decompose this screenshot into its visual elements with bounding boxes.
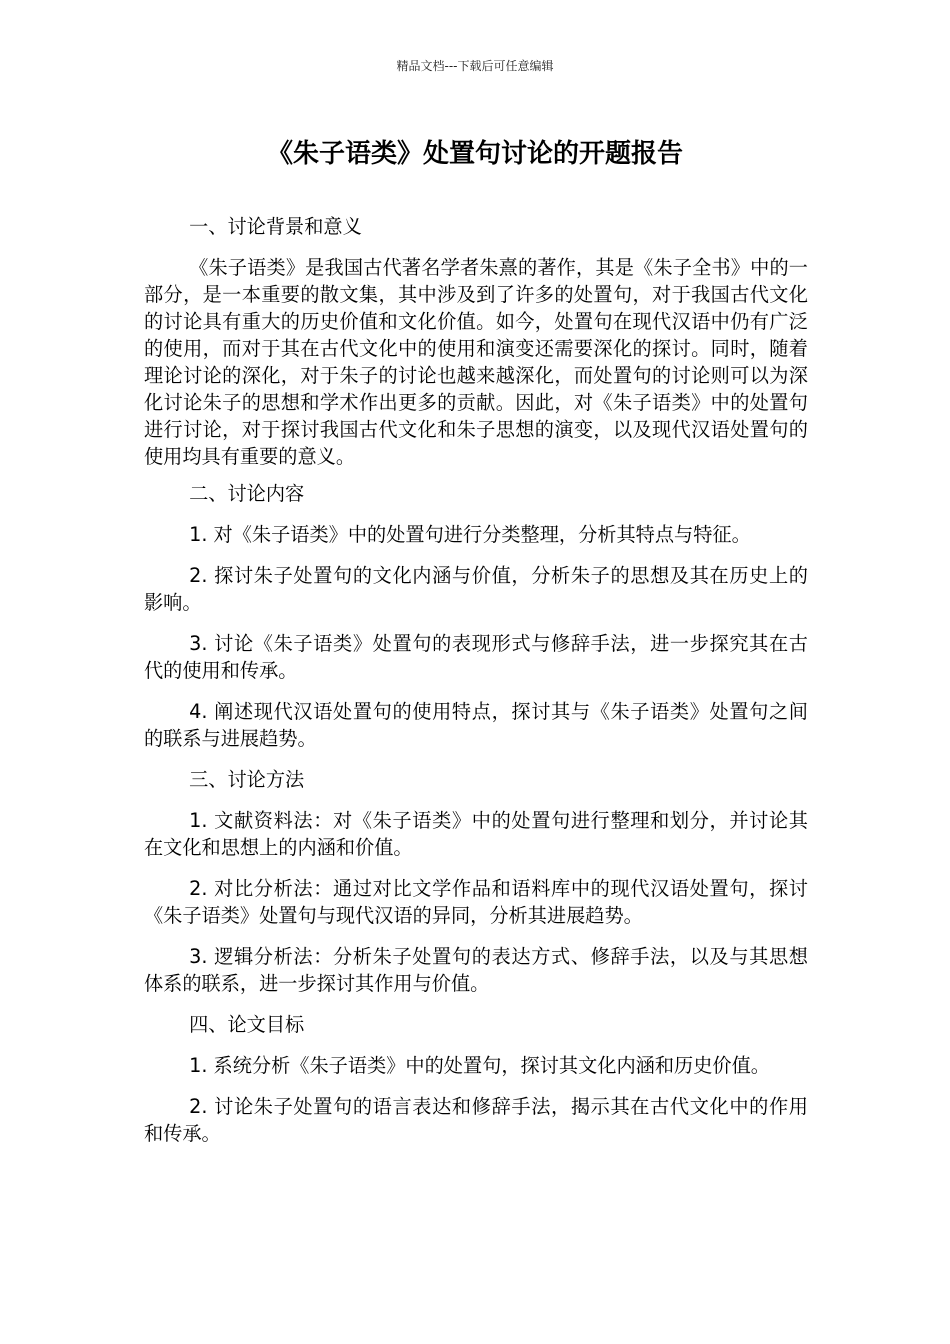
- content-item-3: 3. 讨论《朱子语类》处置句的表现形式与修辞手法，进一步探究其在古代的使用和传承。: [144, 632, 808, 682]
- goal-item-1: 1. 系统分析《朱子语类》中的处置句，探讨其文化内涵和历史价值。: [189, 1054, 770, 1077]
- section-heading-goals: 四、论文目标: [189, 1013, 305, 1036]
- section-heading-background: 一、讨论背景和意义: [189, 215, 362, 238]
- method-item-2: 2. 对比分析法：通过对比文学作品和语料库中的现代汉语处置句，探讨《朱子语类》处置句与现代汉语的异同，分析其进展趋势。: [144, 877, 808, 927]
- content-item-4: 4. 阐述现代汉语处置句的使用特点，探讨其与《朱子语类》处置句之间的联系与进展趋势。: [144, 700, 808, 750]
- page-header: 精品文档---下载后可任意编辑: [396, 59, 554, 73]
- document-title: 《朱子语类》处置句讨论的开题报告: [266, 139, 683, 169]
- section-heading-methods: 三、讨论方法: [189, 768, 305, 791]
- document-body: [144, 213, 808, 1161]
- content-item-1: 1. 对《朱子语类》中的处置句进行分类整理，分析其特点与特征。: [189, 523, 751, 546]
- method-item-3: 3. 逻辑分析法：分析朱子处置句的表达方式、修辞手法，以及与其思想体系的联系，进一步探讨其作用与价值。: [144, 945, 808, 995]
- section-heading-content: 二、讨论内容: [189, 482, 305, 505]
- background-paragraph: 《朱子语类》是我国古代著名学者朱熹的著作，其是《朱子全书》中的一部分，是一本重要的散文集，其中涉及到了许多的处置句，对于我国古代文化的讨论具有重大的历史价值和文化价值。如今，处置句在现代汉语中仍有广泛的使用，而对于其在古代文化中的使用和演变还需要深化的探讨。同时，随着理论讨论的深化，对于朱子的讨论也越来越深化，而处置句的讨论则可以为深化讨论朱子的思想和学术作出更多的贡献。因此，对《朱子语类》中的处置句进行讨论，对于探讨我国古代文化和朱子思想的演变，以及现代汉语处置句的使用均具有重要的意义。: [144, 256, 808, 468]
- goal-item-2: 2. 讨论朱子处置句的语言表达和修辞手法，揭示其在古代文化中的作用和传承。: [144, 1095, 808, 1145]
- content-item-2: 2. 探讨朱子处置句的文化内涵与价值，分析朱子的思想及其在历史上的影响。: [144, 564, 808, 614]
- method-item-1: 1. 文献资料法：对《朱子语类》中的处置句进行整理和划分，并讨论其在文化和思想上的内涵和价值。: [144, 809, 808, 859]
